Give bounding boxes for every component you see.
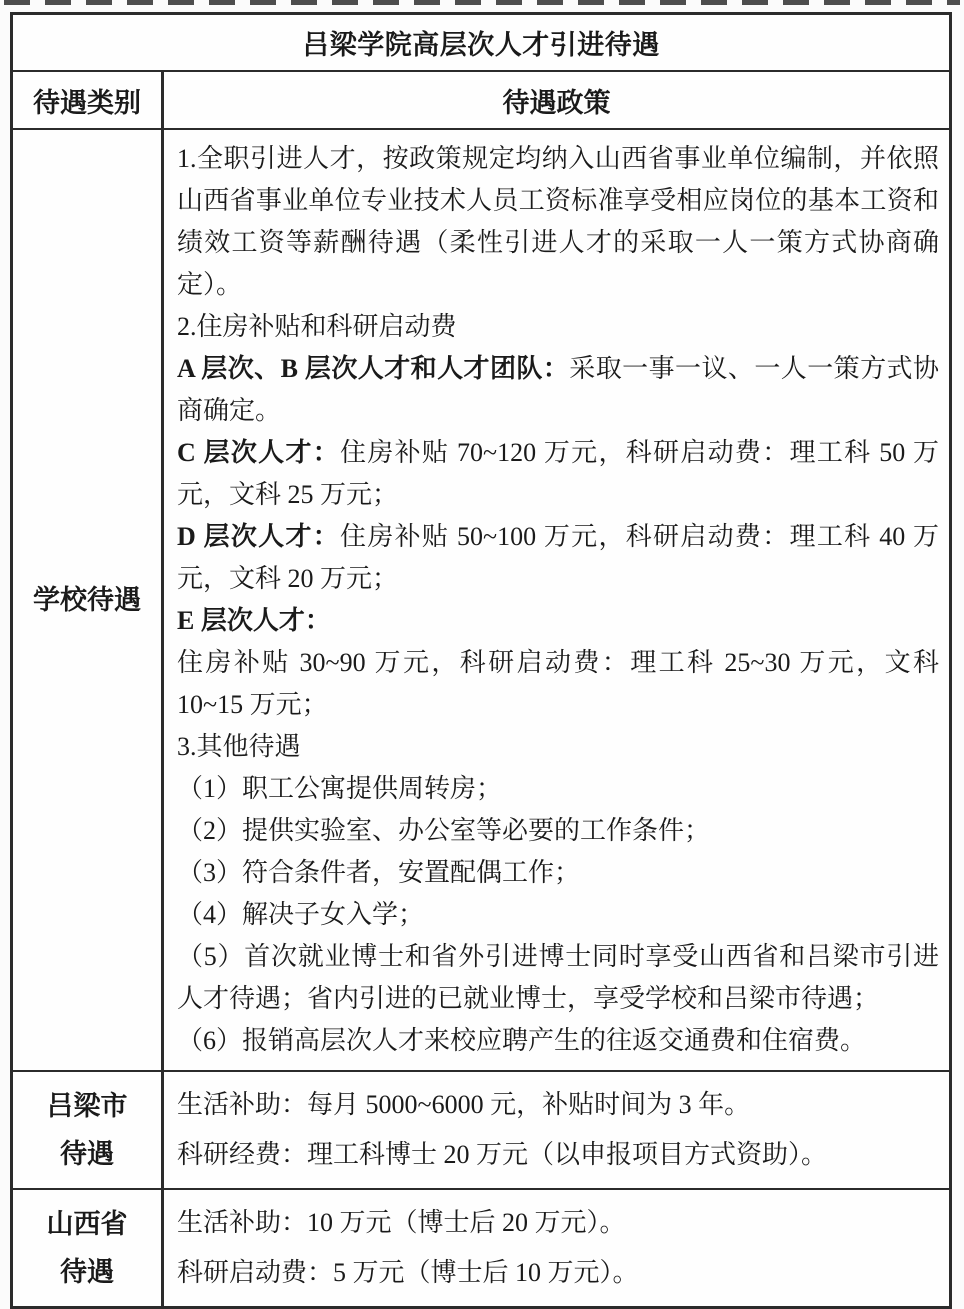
table-row	[13, 1070, 949, 1188]
text-segment: 3.其他待遇	[177, 732, 301, 761]
table-header-row	[13, 70, 949, 128]
policy-paragraph	[177, 726, 939, 768]
category-line: 吕梁市	[46, 1091, 128, 1121]
policy-paragraph	[177, 138, 939, 306]
category-cell	[13, 1072, 164, 1188]
policy-paragraph	[177, 642, 939, 726]
scan-artifact-top	[4, 0, 960, 5]
text-segment: （4）解决子女入学；	[177, 900, 425, 929]
policy-paragraph	[177, 1080, 939, 1130]
benefits-table	[10, 12, 952, 1309]
text-segment: 采取一事一议、一人一策方式协商确定。	[177, 354, 939, 425]
header-policy-col: 待遇政策	[502, 87, 611, 118]
text-segment: 科研启动费：5 万元（博士后 10 万元）。	[177, 1258, 639, 1287]
category-cell	[13, 1190, 164, 1306]
policy-paragraph	[177, 768, 939, 810]
policy-paragraph	[177, 852, 939, 894]
policy-paragraph	[177, 348, 939, 432]
category-line: 待遇	[60, 1257, 114, 1287]
policy-paragraph	[177, 1130, 939, 1180]
table-title: 吕梁学院高层次人才引进待遇	[302, 30, 660, 60]
text-segment: A 层次、B 层次人才和人才团队：	[177, 354, 570, 383]
text-segment: （6）报销高层次人才来校应聘产生的往返交通费和住宿费。	[177, 1026, 867, 1055]
policy-paragraph	[177, 432, 939, 516]
header-category-col: 待遇类别	[13, 72, 164, 128]
policy-paragraph	[177, 600, 939, 642]
text-segment: 生活补助：10 万元（博士后 20 万元）。	[177, 1208, 626, 1237]
text-segment: 2.住房补贴和科研启动费	[177, 312, 457, 341]
text-segment: （1）职工公寓提供周转房；	[177, 774, 503, 803]
table-row	[13, 128, 949, 1070]
text-segment: 住房补贴 30~90 万元，科研启动费：理工科 25~30 万元，文科 10~15 万元；	[177, 648, 939, 719]
policy-paragraph	[177, 1020, 939, 1062]
text-segment: 1.全职引进人才，按政策规定均纳入山西省事业单位编制，并依照山西省事业单位专业技术人员工资标准享受相应岗位的基本工资和绩效工资等薪酬待遇（柔性引进人才的采取一人一策方式协商确定）。	[177, 144, 939, 299]
policy-cell	[164, 1190, 949, 1306]
text-segment: 科研经费：理工科博士 20 万元（以申报项目方式资助）。	[177, 1140, 828, 1169]
text-segment: D 层次人才：	[177, 522, 341, 551]
policy-paragraph	[177, 936, 939, 1020]
text-segment: （5）首次就业博士和省外引进博士同时享受山西省和吕梁市引进人才待遇；省内引进的已就业博士，享受学校和吕梁市待遇；	[177, 942, 939, 1013]
policy-paragraph	[177, 894, 939, 936]
policy-paragraph	[177, 1248, 939, 1298]
text-segment: （3）符合条件者，安置配偶工作；	[177, 858, 581, 887]
text-segment: 住房补贴 70~120 万元，科研启动费：理工科 50 万元，文科 25 万元；	[177, 438, 939, 509]
category-line: 待遇	[60, 1139, 114, 1169]
category-line: 山西省	[46, 1209, 128, 1239]
text-segment: 住房补贴 50~100 万元，科研启动费：理工科 40 万元，文科 20 万元；	[177, 522, 939, 593]
policy-cell	[164, 130, 949, 1070]
table-rows	[13, 128, 949, 1306]
text-segment: E 层次人才：	[177, 606, 331, 635]
text-segment: C 层次人才：	[177, 438, 341, 467]
policy-paragraph	[177, 810, 939, 852]
text-segment: 生活补助：每月 5000~6000 元，补贴时间为 3 年。	[177, 1090, 751, 1119]
policy-paragraph	[177, 306, 939, 348]
policy-paragraph	[177, 516, 939, 600]
category-cell	[13, 130, 164, 1070]
category-line: 学校待遇	[33, 585, 141, 615]
policy-cell	[164, 1072, 949, 1188]
text-segment: （2）提供实验室、办公室等必要的工作条件；	[177, 816, 711, 845]
